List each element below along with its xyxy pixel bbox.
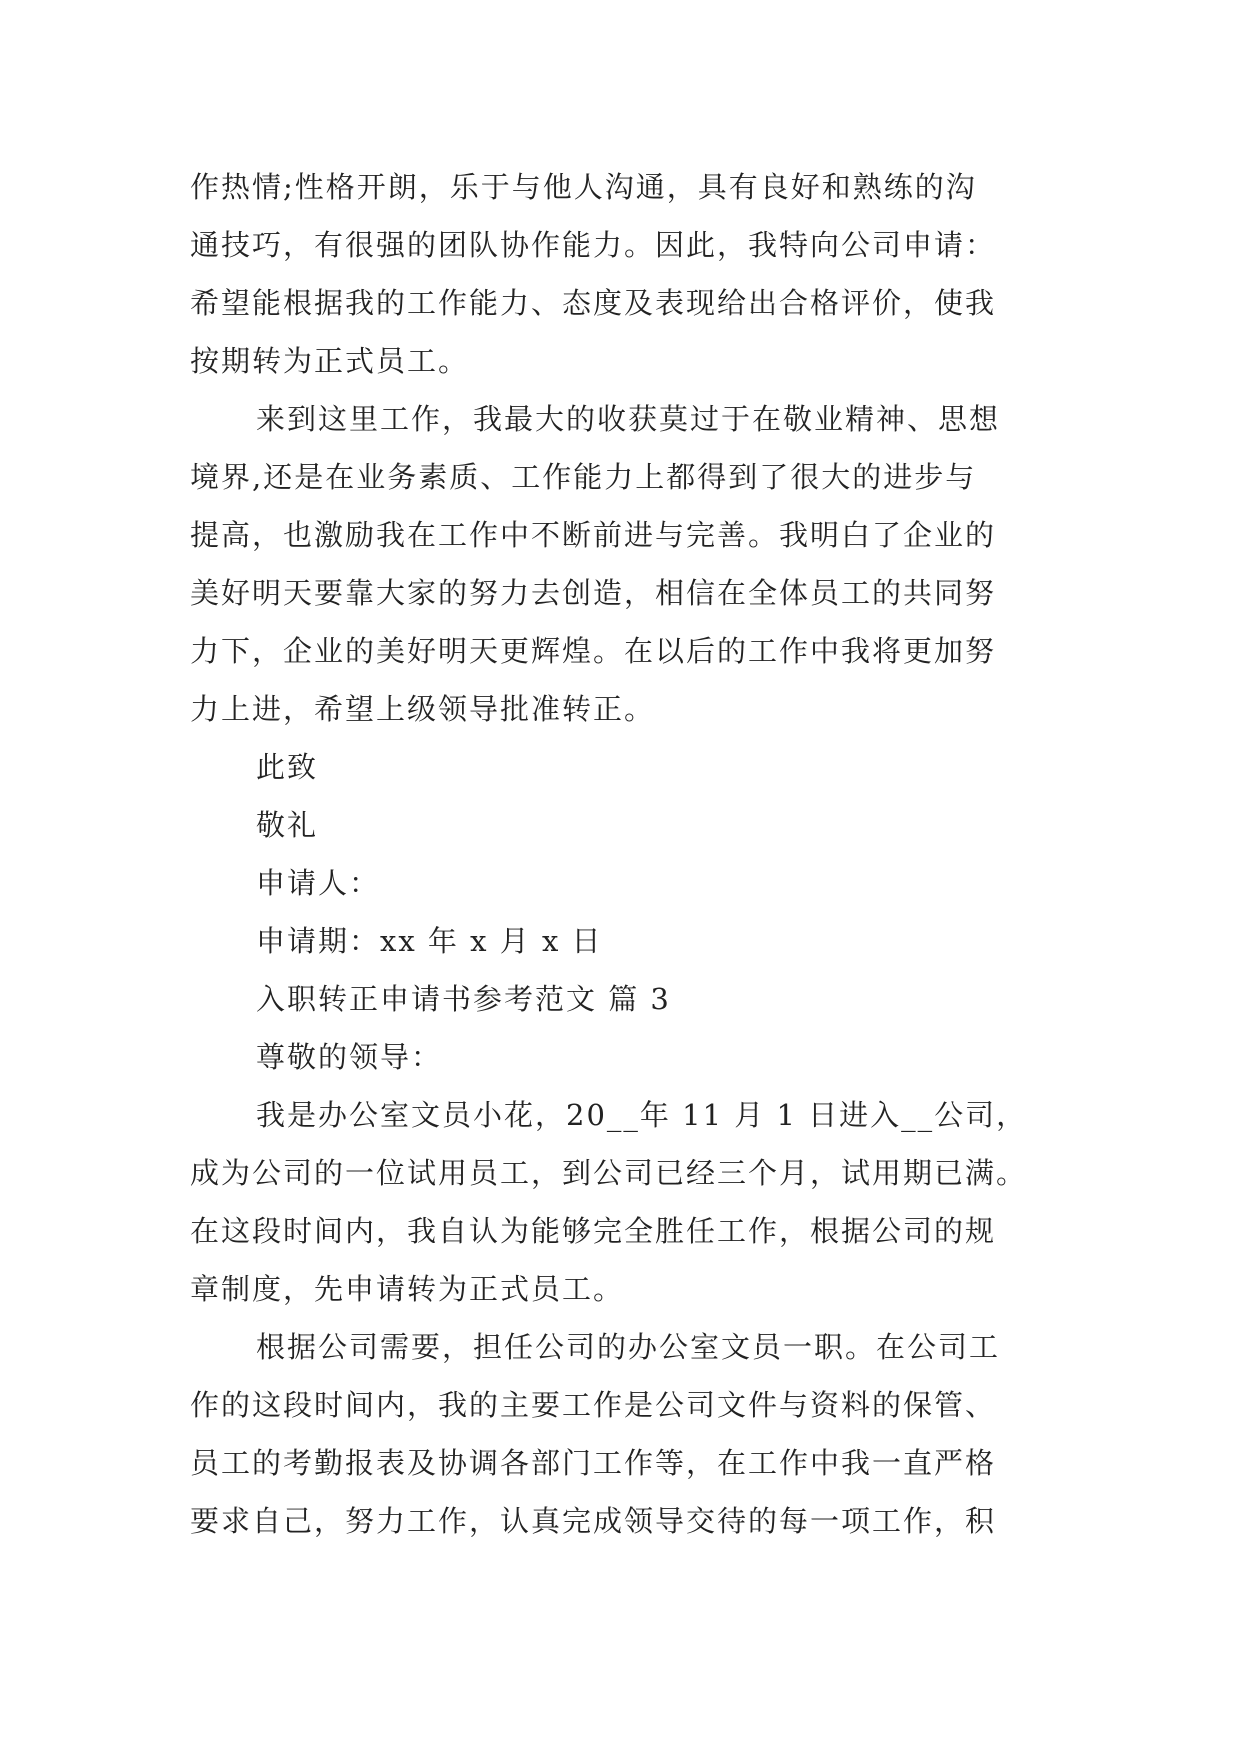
- text-line: 美好明天要靠大家的努力去创造，相信在全体员工的共同努: [190, 576, 997, 610]
- text-line: 敬礼: [256, 808, 319, 842]
- text-line: 我是办公室文员小花，20__年 11 月 1 日进入__公司，: [256, 1098, 1028, 1132]
- text-line: 来到这里工作，我最大的收获莫过于在敬业精神、思想: [256, 402, 1001, 436]
- text-line: 提高，也激励我在工作中不断前进与完善。我明白了企业的: [190, 518, 997, 552]
- text-line: 作热情;性格开朗，乐于与他人沟通，具有良好和熟练的沟: [190, 170, 977, 204]
- text-line: 入职转正申请书参考范文 篇 3: [256, 982, 671, 1016]
- text-line: 申请人：: [256, 866, 381, 900]
- text-line: 章制度，先申请转为正式员工。: [190, 1272, 625, 1306]
- text-line: 按期转为正式员工。: [190, 344, 470, 378]
- text-line: 力下，企业的美好明天更辉煌。在以后的工作中我将更加努: [190, 634, 997, 668]
- document-body: [190, 158, 1060, 1550]
- text-line: 作的这段时间内，我的主要工作是公司文件与资料的保管、: [190, 1388, 997, 1422]
- text-line: 根据公司需要，担任公司的办公室文员一职。在公司工: [256, 1330, 1001, 1364]
- text-line: 力上进，希望上级领导批准转正。: [190, 692, 656, 726]
- text-line: 尊敬的领导：: [256, 1040, 443, 1074]
- text-line: 在这段时间内，我自认为能够完全胜任工作，根据公司的规: [190, 1214, 997, 1248]
- text-line: 申请期：xx 年 x 月 x 日: [256, 924, 603, 958]
- text-line: 希望能根据我的工作能力、态度及表现给出合格评价，使我: [190, 286, 997, 320]
- text-line: 通技巧，有很强的团队协作能力。因此，我特向公司申请：: [190, 228, 997, 262]
- text-line: 成为公司的一位试用员工，到公司已经三个月，试用期已满。: [190, 1156, 1028, 1190]
- text-line: 此致: [256, 750, 319, 784]
- text-line: 要求自己，努力工作，认真完成领导交待的每一项工作，积: [190, 1504, 997, 1538]
- text-line: 员工的考勤报表及协调各部门工作等，在工作中我一直严格: [190, 1446, 997, 1480]
- text-line: 境界,还是在业务素质、工作能力上都得到了很大的进步与: [190, 460, 977, 494]
